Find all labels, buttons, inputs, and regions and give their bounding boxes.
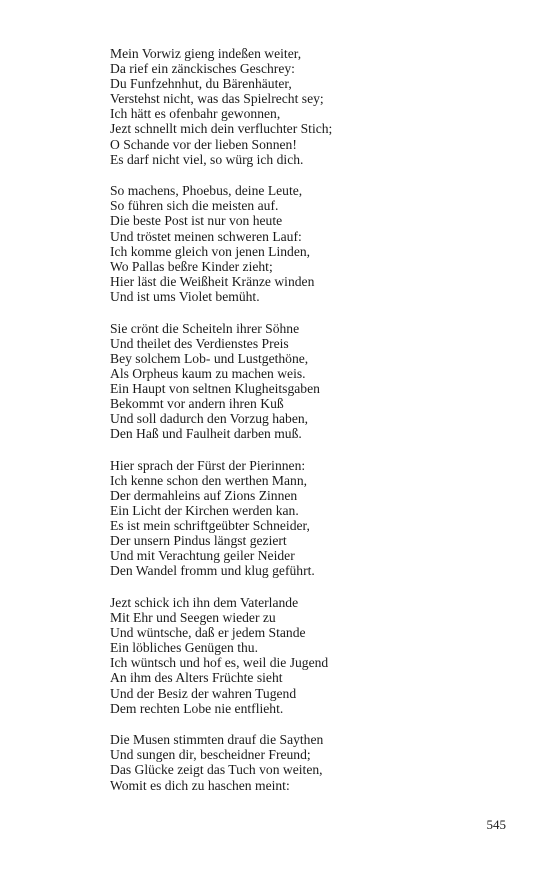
verse-line: So machens, Phoebus, deine Leute, [110,183,303,199]
verse-line: Mein Vorwiz gieng indeßen weiter, [110,46,302,61]
verse-line: Du Funfzehnhut, du Bärenhäuter, [110,76,292,92]
verse-line: Der dermahleins auf Zions Zinnen [110,487,298,503]
verse-line: Es darf nicht viel, so würg ich dich. [110,151,304,167]
page-number: 545 [486,817,506,832]
verse-line: Der unsern Pindus längst geziert [110,533,287,549]
verse-line: Da rief ein zänckisches Geschrey: [110,61,295,77]
verse-line: Die Musen stimmten drauf die Saythen [110,732,324,748]
stanza [110,183,510,304]
verse-line: Hier läst die Weißheit Kränze winden [110,273,315,289]
stanza [110,46,510,167]
verse-line: Hier sprach der Fürst der Pierinnen: [110,457,306,473]
verse-line: Ein löbliches Genügen thu. [110,640,258,656]
poem [110,46,510,809]
verse-line: Mit Ehr und Seegen wieder zu [110,610,276,626]
verse-line: Als Orpheus kaum zu machen weis. [110,365,306,381]
verse-line: Und mit Verachtung geiler Neider [110,548,295,564]
verse-line: Den Haß und Faulheit darben muß. [110,426,302,442]
verse-line: Sie crönt die Scheiteln ihrer Söhne [110,320,300,336]
verse-line: Ein Haupt von seltnen Klugheitsgaben [110,380,320,396]
verse-line: Und soll dadurch den Vorzug haben, [110,411,309,427]
verse-line: Womit es dich zu haschen meint: [110,777,290,793]
verse-line: Jezt schick ich ihn dem Vaterlande [110,595,299,610]
verse-line: Bey solchem Lob- und Lustgethöne, [110,350,309,366]
verse-line: O Schande vor der lieben Sonnen! [110,136,297,152]
verse-line: Bekommt vor andern ihren Kuß [110,395,284,411]
stanza [110,321,510,442]
verse-line: Das Glücke zeigt das Tuch von weiten, [110,762,323,778]
verse-line: Und wüntsche, daß er jedem Stande [110,625,306,641]
verse-line: Es ist mein schriftgeübter Schneider, [110,518,310,534]
verse-line: So führen sich die meisten auf. [110,198,279,214]
verse-line: Und sungen dir, bescheidner Freund; [110,747,311,763]
verse-line: Und tröstet meinen schweren Lauf: [110,228,302,244]
verse-line: Und der Besiz der wahren Tugend [110,685,297,701]
verse-line: Und theilet des Verdienstes Preis [110,335,289,351]
verse-line: Ich wüntsch und hof es, weil die Jugend [110,655,329,671]
verse-line: Ich komme gleich von jenen Linden, [110,243,311,259]
stanza [110,732,510,792]
verse-line: Jezt schnellt mich dein verfluchter Stich; [110,121,333,137]
stanza [110,595,510,716]
stanza [110,458,510,579]
verse-line: Die beste Post ist nur von heute [110,213,283,229]
verse-line: Ein Licht der Kirchen werden kan. [110,503,299,519]
verse-line: Ich hätt es ofenbahr gewonnen, [110,106,281,122]
verse-line: Den Wandel fromm und klug geführt. [110,563,315,579]
verse-line: Ich kenne schon den werthen Mann, [110,472,308,488]
verse-line: Und ist ums Violet bemüht. [110,288,260,304]
verse-line: An ihm des Alters Früchte sieht [110,670,283,686]
verse-line: Dem rechten Lobe nie entflieht. [110,700,284,716]
verse-line: Verstehst nicht, was das Spielrecht sey; [110,91,324,107]
verse-line: Wo Pallas beßre Kinder zieht; [110,258,273,274]
